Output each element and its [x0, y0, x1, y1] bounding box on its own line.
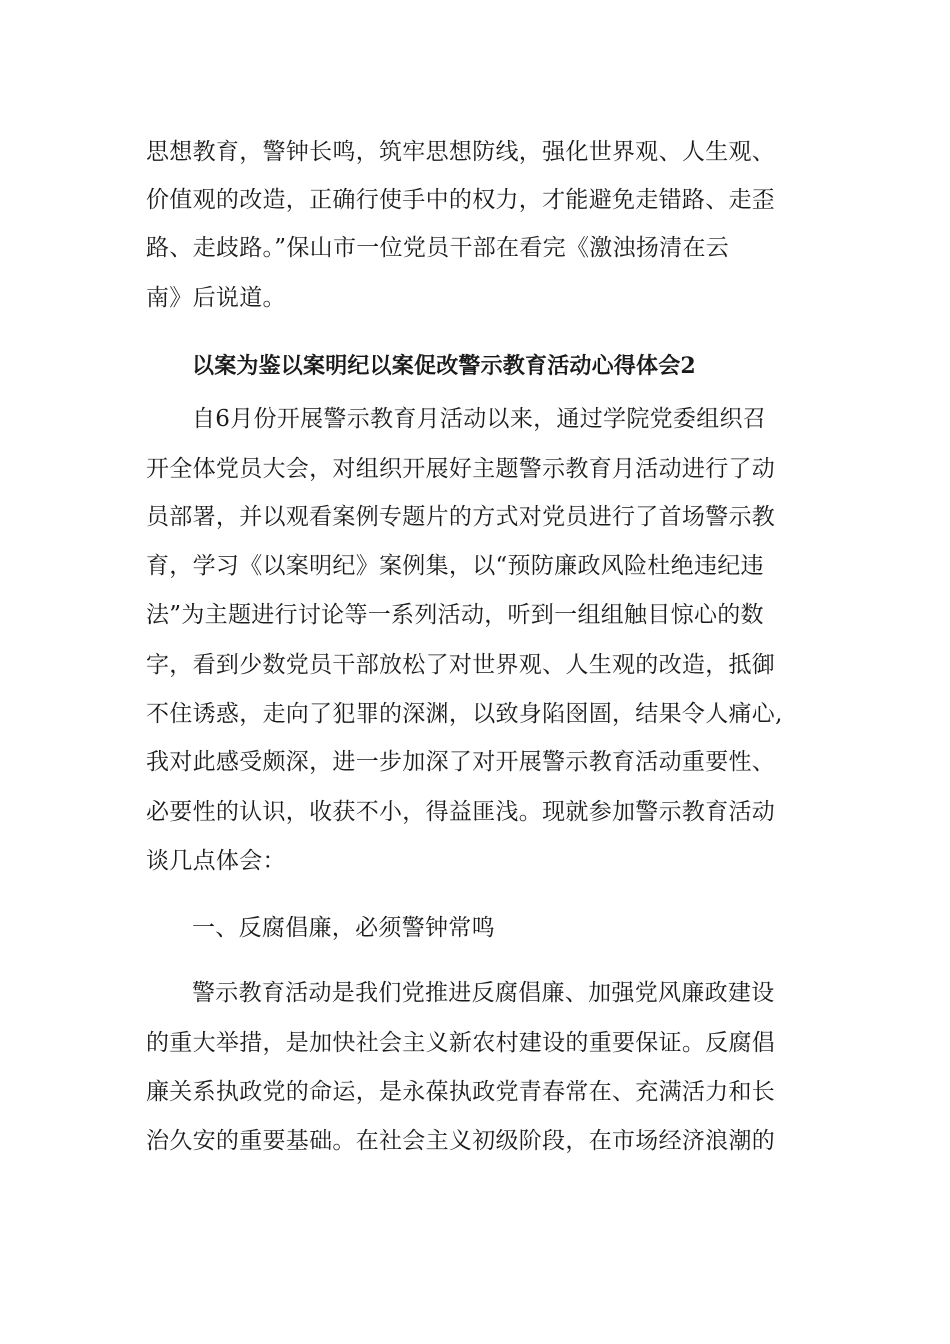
subheading: 一、反腐倡廉，必须警钟常鸣 — [192, 915, 495, 941]
paragraph1-line-7: 不住诱惑，走向了犯罪的深渊，以致身陷囹圄，结果令人痛心, — [146, 701, 783, 727]
paragraph1-line-2: 开全体党员大会，对组织开展好主题警示教育月活动进行了动 — [146, 456, 776, 482]
paragraph1-line-9: 必要性的认识，收获不小，得益匪浅。现就参加警示教育活动 — [146, 799, 776, 825]
paragraph1-line-3: 员部署，并以观看案例专题片的方式对党员进行了首场警示教 — [146, 504, 776, 530]
intro-line-2: 价值观的改造，正确行使手中的权力，才能避免走错路、走歪 — [146, 187, 776, 213]
intro-line-1: 思想教育，警钟长鸣，筑牢思想防线，强化世界观、人生观、 — [146, 139, 776, 165]
intro-line-3: 路、走歧路。”保山市一位党员干部在看完《激浊扬清在云 — [146, 235, 730, 261]
paragraph2-line-4: 治久安的重要基础。在社会主义初级阶段，在市场经济浪潮的 — [146, 1128, 776, 1154]
intro-line-4: 南》后说道。 — [146, 285, 286, 311]
paragraph2-line-2: 的重大举措，是加快社会主义新农村建设的重要保证。反腐倡 — [146, 1030, 776, 1056]
paragraph1-line-4: 育，学习《以案明纪》案例集，以“预防廉政风险杜绝违纪违 — [146, 553, 764, 579]
paragraph1-line-5: 法”为主题进行讨论等一系列活动，听到一组组触目惊心的数 — [146, 602, 764, 628]
paragraph1-line-1: 自6月份开展警示教育月活动以来，通过学院党委组织召 — [192, 406, 767, 432]
paragraph1-line-6: 字，看到少数党员干部放松了对世界观、人生观的改造，抵御 — [146, 652, 776, 678]
paragraph1-line-8: 我对此感受颇深，进一步加深了对开展警示教育活动重要性、 — [146, 749, 776, 775]
section-title: 以案为鉴以案明纪以案促改警示教育活动心得体会2 — [192, 353, 696, 379]
paragraph2-line-3: 廉关系执政党的命运，是永葆执政党青春常在、充满活力和长 — [146, 1079, 776, 1105]
paragraph2-line-1: 警示教育活动是我们党推进反腐倡廉、加强党风廉政建设 — [192, 980, 775, 1006]
paragraph1-line-10: 谈几点体会： — [146, 848, 286, 874]
